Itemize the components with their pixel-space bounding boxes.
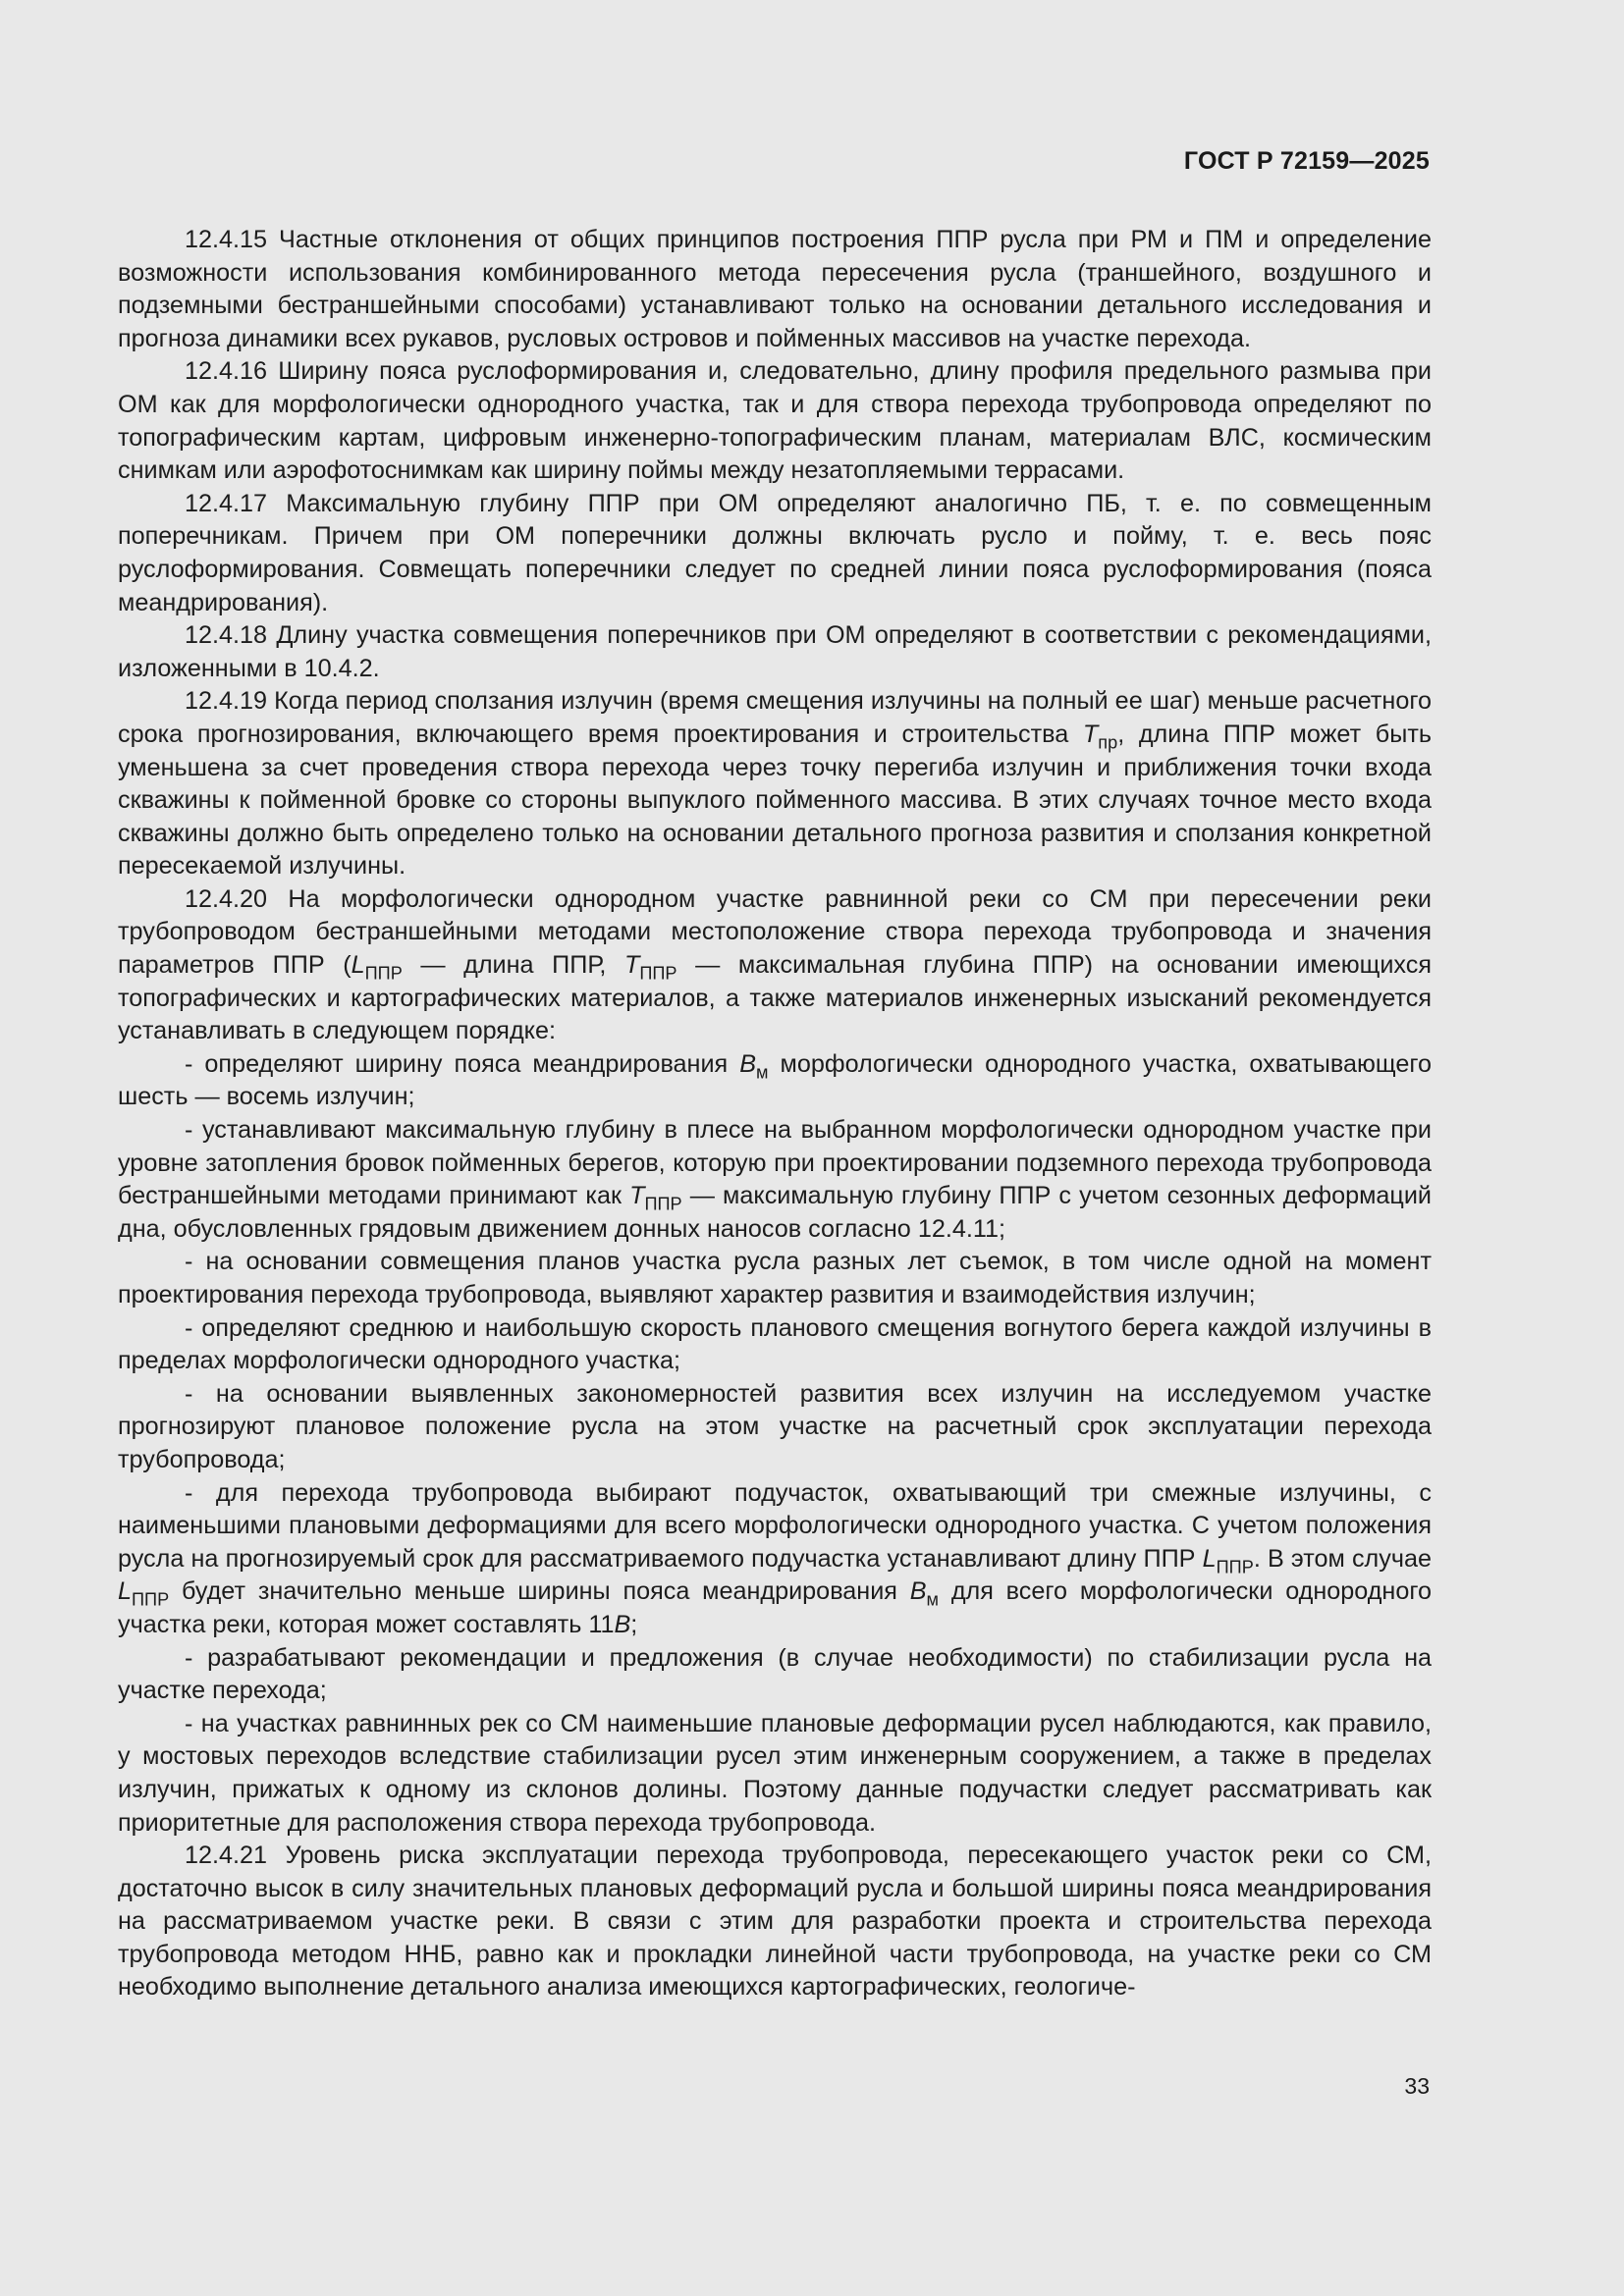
variable-subscript: ППР	[644, 1194, 682, 1214]
text-segment: для всего морфологически однородного участка реки, которая может составлять 11	[118, 1577, 1432, 1638]
list-item-plan-overlay: - на основании совмещения планов участка русла разных лет съемок, в том числе одной на момент проектирования перехода трубопровода, выявляют характер развития и взаимодействия излучин;	[118, 1248, 1432, 1308]
text-segment: - устанавливают максимальную глубину в плесе на выбранном морфологически однородном участке при уровне затопления бровок пойменных берегов, которую при проектировании подземного перехода трубопровода бестраншейными методами принимают как	[118, 1116, 1432, 1210]
text-segment: - определяют ширину пояса меандрирования	[185, 1049, 740, 1078]
text-segment: - для перехода трубопровода выбирают подучасток, охватывающий три смежные излучины, с наименьшими плановыми деформациями для всего морфологически однородного участка. С учетом положения русла на прогнозируемый срок для рассматриваемого подучастка устанавливают длину ППР	[118, 1478, 1432, 1573]
paragraph-12-4-15: 12.4.15 Частные отклонения от общих принципов построения ППР русла при РМ и ПМ и определение возможности использования комбинированного метода пересечения русла (траншейного, воздушного и подземными бестраншейными способами) устанавливают только на основании детального исследования и прогноза динамики всех рукавов, русловых островов и пойменных массивов на участке перехода.	[118, 226, 1432, 352]
variable-subscript: ППР	[364, 963, 403, 984]
text-segment: , длина ППР может быть уменьшена за счет проведения створа перехода через точку перегиба излучин и приближения точки входа скважины к пойменной бровке со стороны выпуклого пойменного массива. В этих случаях точное место входа скважины должно быть определено только на основании детального прогноза развития и сползания конкретной пересекаемой излучины.	[118, 720, 1432, 881]
list-item-max-depth	[118, 1114, 1432, 1246]
variable-subscript: ППР	[1216, 1557, 1254, 1577]
variable-subscript: пр	[1098, 732, 1118, 753]
paragraph-12-4-20	[118, 883, 1432, 1048]
variable-symbol: T	[623, 951, 640, 980]
variable-symbol: L	[351, 951, 365, 980]
text-segment: — максимальная глубина ППР) на основании имеющихся топографических и картографических материалов, а также материалов инженерных изысканий рекомендуется устанавливать в следующем порядке:	[118, 951, 1432, 1045]
variable-symbol: B	[739, 1049, 757, 1078]
paragraph-12-4-18: 12.4.18 Длину участка совмещения поперечников при ОМ определяют в соответствии с рекомендациями, изложенными в 10.4.2.	[118, 621, 1432, 682]
text-segment: будет значительно меньше ширины пояса меандрирования	[169, 1577, 910, 1606]
paragraph-12-4-19	[118, 685, 1432, 883]
text-segment: морфологически однородного участка, охватывающего шесть — восемь излучин;	[118, 1049, 1432, 1111]
page-number: 33	[1404, 2073, 1430, 2099]
variable-subscript: м	[926, 1589, 940, 1610]
text-segment: . В этом случае	[1253, 1544, 1432, 1573]
standard-header: ГОСТ Р 72159—2025	[1183, 147, 1430, 175]
paragraph-12-4-16: 12.4.16 Ширину пояса руслоформирования и, следовательно, длину профиля предельного размыва при ОМ как для морфологически однородного участка, так и для створа перехода трубопровода определяют по топографическим картам, цифровым инженерно-топографическим планам, материалам ВЛС, космическим снимкам или аэрофотоснимкам как ширину поймы между незатопляемыми террасами.	[118, 357, 1432, 485]
list-item-stabilization: - разрабатывают рекомендации и предложения (в случае необходимости) по стабилизации русла на участке перехода;	[118, 1643, 1432, 1705]
document-body	[118, 224, 1432, 2004]
variable-symbol: T	[629, 1182, 645, 1210]
variable-symbol: T	[1082, 720, 1099, 748]
list-item-bridge-crossings: - на участках равнинных рек со СМ наименьшие плановые деформации русел наблюдаются, как правило, у мостовых переходов вследствие стабилизации русел этим инженерным сооружением, а также в пределах излучин, прижатых к одному из склонов долины. Поэтому данные подучастки следует рассматривать как приоритетные для расположения створа перехода трубопровода.	[118, 1709, 1432, 1837]
variable-symbol: L	[118, 1577, 133, 1606]
variable-symbol: L	[1202, 1544, 1217, 1573]
variable-symbol: B	[909, 1577, 927, 1606]
list-item-channel-forecast: - на основании выявленных закономерностей развития всех излучин на исследуемом участке прогнозируют плановое положение русла на этом участке на расчетный срок эксплуатации перехода трубопровода;	[118, 1379, 1432, 1473]
text-segment: — максимальную глубину ППР с учетом сезонных деформаций дна, обусловленных грядовым движением донных наносов согласно 12.4.11;	[118, 1182, 1432, 1243]
paragraph-12-4-17: 12.4.17 Максимальную глубину ППР при ОМ определяют аналогично ПБ, т. е. по совмещенным поперечникам. Причем при ОМ поперечники должны включать русло и пойму, т. е. весь пояс руслоформирования. Совмещать поперечники следует по средней линии пояса руслоформирования (пояса меандрирования).	[118, 489, 1432, 616]
variable-subscript: ППР	[639, 963, 677, 984]
text-segment: 12.4.20 На морфологически однородном участке равнинной реки со СМ при пересечении реки трубопроводом бестраншейными методами местоположение створа перехода трубопровода и значения параметров ППР (	[118, 884, 1432, 980]
variable-subscript: ППР	[132, 1589, 170, 1610]
variable-symbol: B	[614, 1610, 631, 1638]
text-segment: ;	[630, 1610, 638, 1638]
text-segment: — длина ППР,	[402, 951, 624, 980]
list-item-subsection-choice	[118, 1477, 1432, 1642]
variable-subscript: м	[756, 1062, 769, 1083]
paragraph-12-4-21: 12.4.21 Уровень риска эксплуатации перехода трубопровода, пересекающего участок реки со СМ, достаточно высок в силу значительных плановых деформаций русла и большой ширины пояса меандрирования на рассматриваемом участке реки. В связи с этим для разработки проекта и строительства перехода трубопровода методом ННБ, равно как и прокладки линейной части трубопровода, на участке реки со СМ необходимо выполнение детального анализа имеющихся картографических, геологиче-	[118, 1842, 1432, 2002]
list-item-bank-shift-speed: - определяют среднюю и наибольшую скорость планового смещения вогнутого берега каждой излучины в пределах морфологически однородного участка;	[118, 1313, 1432, 1375]
text-segment: 12.4.19 Когда период сползания излучин (время смещения излучины на полный ее шаг) меньше расчетного срока прогнозирования, включающего время проектирования и строительства	[118, 687, 1432, 748]
list-item-meander-belt-width	[118, 1048, 1432, 1114]
